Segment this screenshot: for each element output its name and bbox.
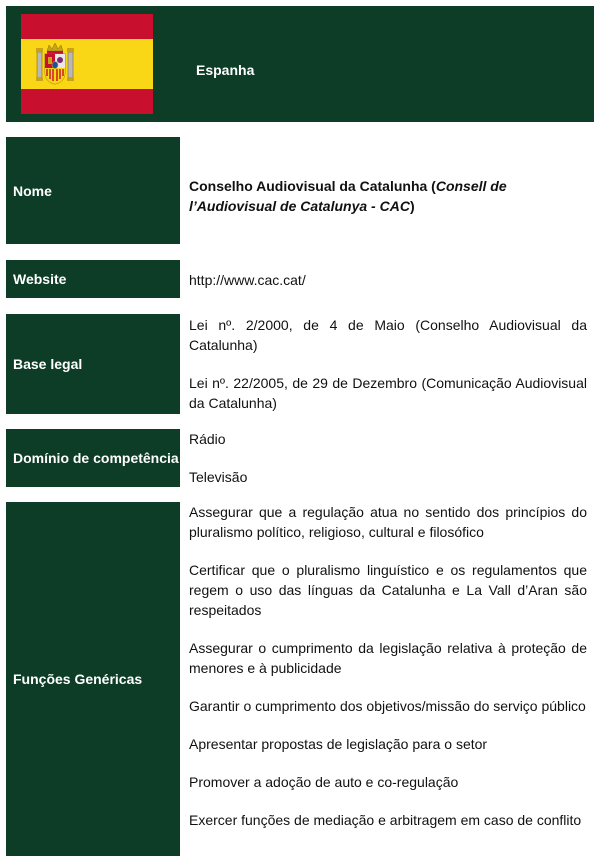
funcao-item: Apresentar propostas de legislação para o setor: [189, 736, 488, 752]
value-website[interactable]: http://www.cac.cat/: [189, 272, 306, 288]
label-dominio: Domínio de competência: [6, 429, 180, 487]
base-legal-item: Lei nº. 22/2005, de 29 de Dezembro (Comunicação Audiovisual da Catalunha): [189, 375, 587, 411]
funcao-item: Certificar que o pluralismo linguístico e os regulamentos que regem o uso das línguas da Catalunha e La Vall d’Aran são respeitados: [189, 562, 587, 618]
coat-of-arms-icon: [35, 42, 75, 86]
nome-italic: Consell de l’Audiovisual de Catalunya - CAC: [189, 178, 507, 214]
dominio-item: Televisão: [189, 469, 248, 485]
base-legal-item: Lei nº. 2/2000, de 4 de Maio (Conselho Audiovisual da Catalunha): [189, 317, 587, 353]
funcao-item: Exercer funções de mediação e arbitragem em caso de conflito: [189, 812, 582, 828]
label-nome: Nome: [6, 137, 180, 244]
value-dominio: [189, 429, 587, 487]
spain-flag-icon: [21, 14, 153, 114]
label-website: Website: [6, 260, 180, 298]
funcao-item: Assegurar que a regulação atua no sentido dos princípios do pluralismo político, religioso, cultural e filosófico: [189, 504, 587, 540]
country-name: Espanha: [196, 62, 255, 78]
funcao-item: Garantir o cumprimento dos objetivos/missão do serviço público: [189, 698, 586, 714]
nome-plain: Conselho Audiovisual da Catalunha (: [189, 178, 436, 194]
dominio-item: Rádio: [189, 431, 226, 447]
funcao-item: Promover a adoção de auto e co-regulação: [189, 774, 459, 790]
nome-close: ): [409, 198, 415, 214]
label-funcoes: Funções Genéricas: [6, 502, 180, 856]
value-funcoes: [189, 502, 587, 830]
funcao-item: Assegurar o cumprimento da legislação relativa à proteção de menores e à publicidade: [189, 640, 587, 676]
value-nome: [189, 176, 581, 216]
value-base-legal: [189, 315, 587, 413]
country-header: [6, 6, 594, 122]
label-base-legal: Base legal: [6, 314, 180, 414]
